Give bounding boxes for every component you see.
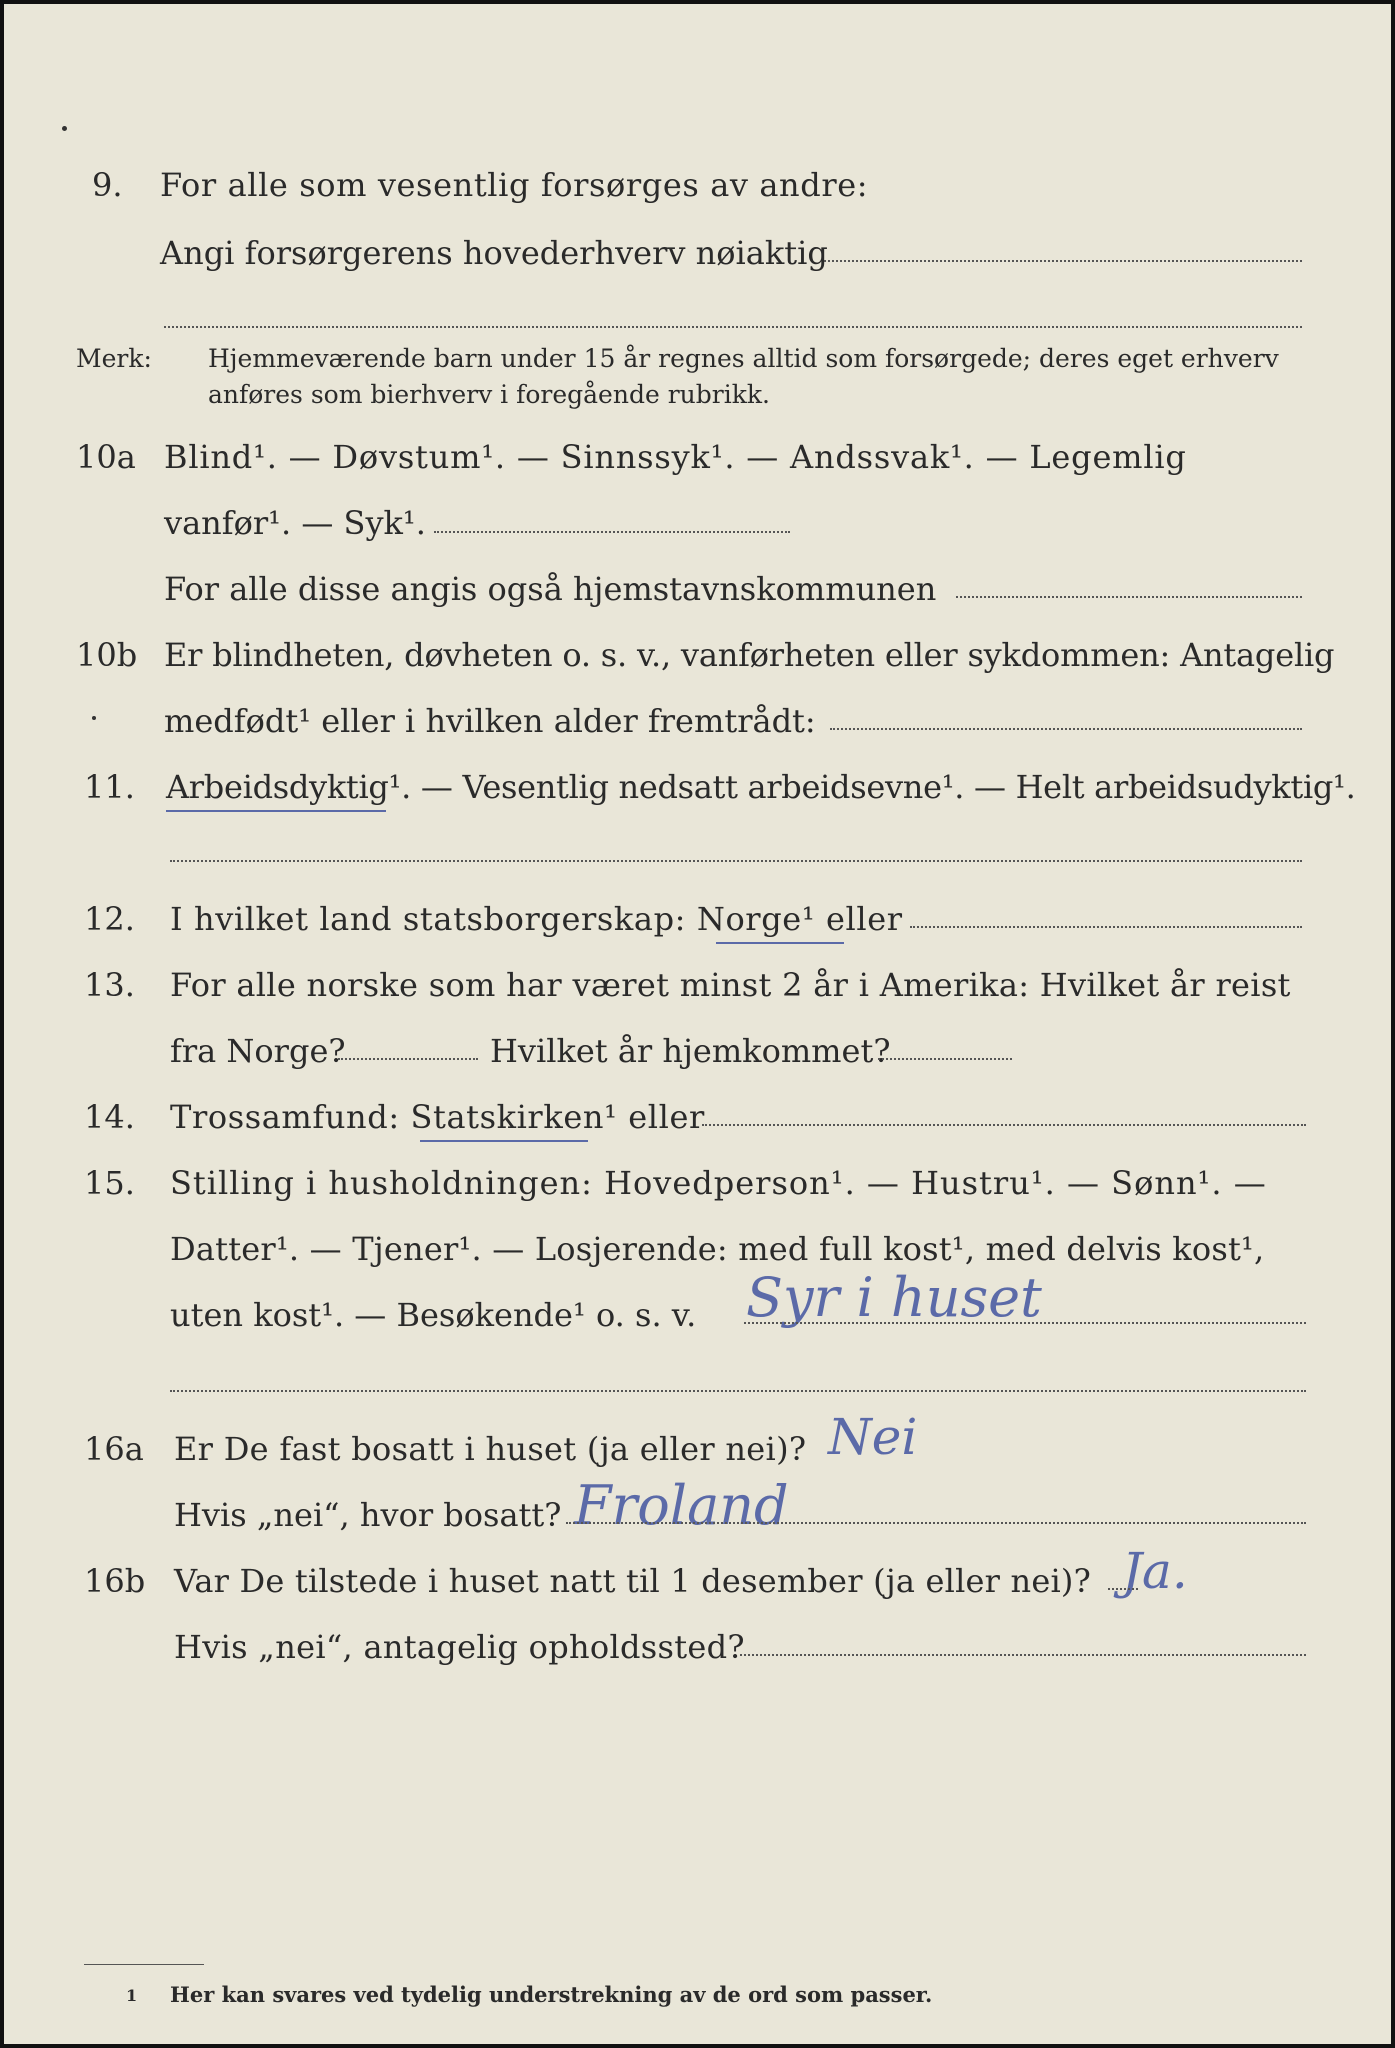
statskirken-underline — [420, 1140, 588, 1142]
q16a-line1: Er De fast bosatt i huset (ja eller nei)? — [174, 1430, 807, 1468]
q9-line2: Angi forsørgerens hovederhverv nøiaktig — [160, 234, 828, 272]
q16a-place-line[interactable] — [566, 1522, 1306, 1524]
merk-label: Merk: — [76, 344, 152, 373]
merk-line2: anføres som bierhverv i foregående rubrikk. — [208, 380, 770, 409]
q14-line1: Trossamfund: Statskirken¹ eller — [170, 1098, 705, 1136]
merk-line1: Hjemmeværende barn under 15 år regnes alltid som forsørgede; deres eget erhverv — [208, 344, 1279, 373]
q9-answer-line-2[interactable] — [164, 326, 1302, 328]
q11-number: 11. — [84, 768, 135, 806]
q14-number: 14. — [84, 1098, 135, 1136]
q10b-line1: Er blindheten, døvheten o. s. v., vanførheten eller sykdommen: Antagelig — [164, 636, 1335, 674]
q12-number: 12. — [84, 900, 135, 938]
footnote-marker: 1 — [126, 1986, 138, 2005]
q15-answer-line[interactable] — [744, 1322, 1306, 1324]
q16a-number: 16a — [84, 1430, 144, 1468]
q10a-line1: Blind¹. — Døvstum¹. — Sinnssyk¹. — Andssvak¹. — Legemlig — [164, 438, 1187, 476]
q10b-line2: medfødt¹ eller i hvilken alder fremtrådt: — [164, 702, 816, 740]
q10a-line3: For alle disse angis også hjemstavnskommunen — [164, 570, 937, 608]
q13-line2b: Hvilket år hjemkommet? — [490, 1032, 891, 1070]
q10a-number: 10a — [76, 438, 136, 476]
q16a-handwritten-place[interactable]: Froland — [574, 1474, 789, 1537]
q16a-handwritten-answer[interactable]: Nei — [828, 1408, 918, 1466]
footnote-rule — [84, 1964, 204, 1965]
q11-answer-line[interactable] — [170, 860, 1302, 862]
q15-number: 15. — [84, 1164, 135, 1202]
q10b-number: 10b — [76, 636, 138, 674]
q14-answer-line[interactable] — [702, 1124, 1306, 1126]
q10a-answer-line[interactable] — [434, 531, 790, 533]
q12-answer-line[interactable] — [910, 926, 1302, 928]
q16b-answer-line[interactable] — [1108, 1588, 1138, 1590]
q16b-handwritten-answer[interactable]: Ja. — [1122, 1542, 1188, 1600]
q9-number: 9. — [92, 166, 123, 204]
q16a-line2: Hvis „nei“, hvor bosatt? — [174, 1496, 562, 1534]
q16b-opholdssted-line[interactable] — [740, 1654, 1306, 1656]
q10b-answer-line[interactable] — [830, 728, 1302, 730]
q10a-line2: vanfør¹. — Syk¹. — [164, 504, 426, 542]
q13-number: 13. — [84, 966, 135, 1004]
q13-line2a: fra Norge? — [170, 1032, 346, 1070]
arbeidsdyktig-underline — [166, 810, 386, 812]
q16b-line1: Var De tilstede i huset natt til 1 desember (ja eller nei)? — [174, 1562, 1091, 1600]
q13-reist-line[interactable] — [338, 1058, 478, 1060]
census-form-page — [4, 4, 1391, 2044]
q9-line1: For alle som vesentlig forsørges av andre: — [160, 166, 869, 204]
q11-line1: Arbeidsdyktig¹. — Vesentlig nedsatt arbeidsevne¹. — Helt arbeidsudyktig¹. — [166, 768, 1356, 806]
q16b-line2: Hvis „nei“, antagelig opholdssted? — [174, 1628, 745, 1666]
q13-line1: For alle norske som har været minst 2 år i Amerika: Hvilket år reist — [170, 966, 1291, 1004]
margin-mark — [62, 126, 67, 131]
q13-hjemkommet-line[interactable] — [878, 1058, 1012, 1060]
q9-answer-line[interactable] — [824, 260, 1302, 262]
q15-line3: uten kost¹. — Besøkende¹ o. s. v. — [170, 1296, 697, 1334]
q10a-kommune-line[interactable] — [956, 596, 1302, 598]
footnote-text: Her kan svares ved tydelig understrekning av de ord som passer. — [170, 1982, 933, 2007]
q16b-number: 16b — [84, 1562, 146, 1600]
q12-line1: I hvilket land statsborgerskap: Norge¹ eller — [170, 900, 903, 938]
norge-underline — [716, 942, 844, 944]
q15-line2: Datter¹. — Tjener¹. — Losjerende: med full kost¹, med delvis kost¹, — [170, 1230, 1265, 1268]
q15-line1: Stilling i husholdningen: Hovedperson¹. — Hustru¹. — Sønn¹. — — [170, 1164, 1267, 1202]
q15-answer-line-2[interactable] — [170, 1390, 1306, 1392]
q15-handwritten-answer[interactable]: Syr i huset — [746, 1266, 1042, 1329]
margin-mark — [92, 716, 96, 720]
